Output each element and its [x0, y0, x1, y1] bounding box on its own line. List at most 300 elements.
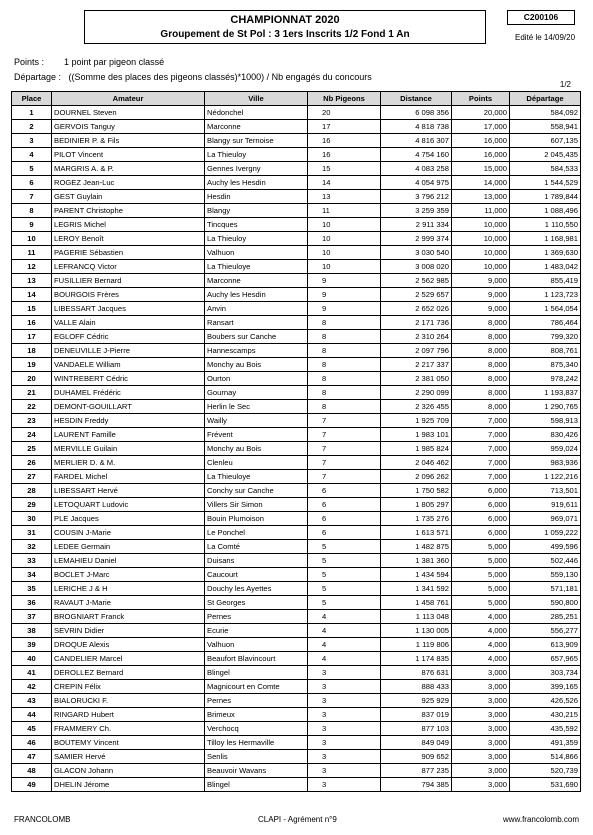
cell-nb-pigeons: 4 [308, 638, 381, 652]
cell-place: 47 [12, 750, 52, 764]
cell-ville: Ourton [205, 372, 308, 386]
table-row [12, 120, 581, 134]
cell-place: 31 [12, 526, 52, 540]
cell-ville: Magnicourt en Comte [205, 680, 308, 694]
cell-departage: 1 059,222 [510, 526, 581, 540]
cell-distance: 1 613 571 [381, 526, 452, 540]
footer-website: www.francolomb.com [502, 815, 579, 824]
cell-ville: St Georges [205, 596, 308, 610]
cell-departage: 499,596 [510, 540, 581, 554]
cell-amateur: PILOT Vincent [52, 148, 205, 162]
cell-distance: 876 631 [381, 666, 452, 680]
cell-amateur: LIBESSART Jacques [52, 302, 205, 316]
cell-place: 17 [12, 330, 52, 344]
cell-nb-pigeons: 3 [308, 778, 381, 792]
cell-points: 3,000 [452, 722, 510, 736]
cell-nb-pigeons: 3 [308, 722, 381, 736]
cell-distance: 1 805 297 [381, 498, 452, 512]
cell-departage: 919,611 [510, 498, 581, 512]
cell-place: 26 [12, 456, 52, 470]
cell-departage: 713,501 [510, 484, 581, 498]
cell-ville: Pernes [205, 694, 308, 708]
cell-nb-pigeons: 9 [308, 274, 381, 288]
cell-nb-pigeons: 7 [308, 414, 381, 428]
cell-departage: 613,909 [510, 638, 581, 652]
cell-nb-pigeons: 5 [308, 554, 381, 568]
table-row [12, 512, 581, 526]
cell-departage: 1 544,529 [510, 176, 581, 190]
cell-nb-pigeons: 16 [308, 148, 381, 162]
cell-amateur: MERVILLE Guilain [52, 442, 205, 456]
cell-nb-pigeons: 17 [308, 120, 381, 134]
cell-departage: 1 122,216 [510, 470, 581, 484]
cell-ville: Beaufort Blavincourt [205, 652, 308, 666]
cell-ville: Gennes Ivergny [205, 162, 308, 176]
cell-distance: 1 925 709 [381, 414, 452, 428]
cell-nb-pigeons: 8 [308, 330, 381, 344]
cell-ville: Blangy [205, 204, 308, 218]
cell-ville: Conchy sur Canche [205, 484, 308, 498]
cell-departage: 855,419 [510, 274, 581, 288]
cell-nb-pigeons: 6 [308, 526, 381, 540]
cell-departage: 399,165 [510, 680, 581, 694]
column-header-amateur: Amateur [52, 92, 205, 106]
table-row [12, 484, 581, 498]
column-header-ville: Ville [205, 92, 308, 106]
cell-nb-pigeons: 11 [308, 204, 381, 218]
cell-place: 21 [12, 386, 52, 400]
cell-place: 11 [12, 246, 52, 260]
table-row [12, 750, 581, 764]
cell-place: 3 [12, 134, 52, 148]
cell-nb-pigeons: 3 [308, 694, 381, 708]
table-row [12, 358, 581, 372]
cell-points: 9,000 [452, 302, 510, 316]
cell-nb-pigeons: 6 [308, 484, 381, 498]
cell-ville: Duisans [205, 554, 308, 568]
cell-ville: Gournay [205, 386, 308, 400]
cell-points: 3,000 [452, 680, 510, 694]
page-number: 1/2 [559, 80, 571, 89]
cell-amateur: VALLE Alain [52, 316, 205, 330]
cell-amateur: LEDEE Germain [52, 540, 205, 554]
cell-place: 37 [12, 610, 52, 624]
cell-ville: Senlis [205, 750, 308, 764]
column-header-points: Points [452, 92, 510, 106]
cell-amateur: BOCLET J-Marc [52, 568, 205, 582]
cell-ville: Monchy au Bois [205, 442, 308, 456]
cell-points: 7,000 [452, 470, 510, 484]
cell-ville: Auchy les Hesdin [205, 288, 308, 302]
cell-nb-pigeons: 8 [308, 316, 381, 330]
cell-nb-pigeons: 8 [308, 358, 381, 372]
cell-amateur: DROQUE Alexis [52, 638, 205, 652]
cell-departage: 556,277 [510, 624, 581, 638]
cell-amateur: GEST Guylain [52, 190, 205, 204]
cell-ville: Villers Sir Simon [205, 498, 308, 512]
cell-points: 3,000 [452, 778, 510, 792]
cell-distance: 2 999 374 [381, 232, 452, 246]
table-header-row [12, 92, 581, 106]
table-row [12, 442, 581, 456]
cell-amateur: VANDAELE William [52, 358, 205, 372]
cell-amateur: COUSIN J-Marie [52, 526, 205, 540]
cell-departage: 1 168,981 [510, 232, 581, 246]
cell-amateur: MARGRIS A. & P. [52, 162, 205, 176]
cell-ville: La Thieuloye [205, 470, 308, 484]
cell-ville: Frévent [205, 428, 308, 442]
cell-departage: 584,092 [510, 106, 581, 120]
cell-ville: Le Ponchel [205, 526, 308, 540]
cell-nb-pigeons: 8 [308, 372, 381, 386]
cell-place: 32 [12, 540, 52, 554]
cell-ville: Valhuon [205, 638, 308, 652]
cell-departage: 983,936 [510, 456, 581, 470]
cell-points: 4,000 [452, 638, 510, 652]
cell-distance: 877 103 [381, 722, 452, 736]
cell-distance: 1 119 806 [381, 638, 452, 652]
cell-points: 8,000 [452, 316, 510, 330]
table-row [12, 582, 581, 596]
table-row [12, 288, 581, 302]
table-row [12, 106, 581, 120]
cell-amateur: FARDEL Michel [52, 470, 205, 484]
cell-points: 10,000 [452, 232, 510, 246]
cell-amateur: GLACON Johann [52, 764, 205, 778]
title-box [84, 10, 486, 44]
cell-distance: 794 385 [381, 778, 452, 792]
cell-amateur: RAVAUT J-Marie [52, 596, 205, 610]
cell-place: 48 [12, 764, 52, 778]
cell-points: 11,000 [452, 204, 510, 218]
cell-departage: 875,340 [510, 358, 581, 372]
cell-nb-pigeons: 16 [308, 134, 381, 148]
cell-nb-pigeons: 9 [308, 288, 381, 302]
cell-distance: 4 054 975 [381, 176, 452, 190]
cell-distance: 2 652 026 [381, 302, 452, 316]
table-row [12, 246, 581, 260]
table-row [12, 414, 581, 428]
cell-place: 15 [12, 302, 52, 316]
table-row [12, 316, 581, 330]
cell-distance: 1 130 005 [381, 624, 452, 638]
table-row [12, 330, 581, 344]
table-row [12, 134, 581, 148]
cell-distance: 888 433 [381, 680, 452, 694]
cell-amateur: WINTREBERT Cédric [52, 372, 205, 386]
table-row [12, 568, 581, 582]
cell-departage: 531,690 [510, 778, 581, 792]
cell-ville: Herlin le Sec [205, 400, 308, 414]
cell-amateur: PLE Jacques [52, 512, 205, 526]
cell-place: 8 [12, 204, 52, 218]
table-row [12, 148, 581, 162]
cell-points: 20,000 [452, 106, 510, 120]
cell-amateur: BROGNIART Franck [52, 610, 205, 624]
table-row [12, 176, 581, 190]
table-row [12, 372, 581, 386]
cell-points: 4,000 [452, 624, 510, 638]
cell-points: 3,000 [452, 708, 510, 722]
cell-place: 29 [12, 498, 52, 512]
cell-place: 35 [12, 582, 52, 596]
cell-distance: 849 049 [381, 736, 452, 750]
cell-amateur: BEDINIER P. & Fils [52, 134, 205, 148]
cell-place: 28 [12, 484, 52, 498]
cell-amateur: DOURNEL Steven [52, 106, 205, 120]
cell-points: 6,000 [452, 484, 510, 498]
cell-ville: Anvin [205, 302, 308, 316]
cell-nb-pigeons: 7 [308, 428, 381, 442]
cell-distance: 2 911 334 [381, 218, 452, 232]
cell-distance: 2 171 736 [381, 316, 452, 330]
cell-distance: 909 652 [381, 750, 452, 764]
cell-departage: 1 483,042 [510, 260, 581, 274]
cell-amateur: LEFRANCQ Victor [52, 260, 205, 274]
column-header-departage: Départage [510, 92, 581, 106]
cell-nb-pigeons: 4 [308, 652, 381, 666]
cell-place: 40 [12, 652, 52, 666]
cell-distance: 1 983 101 [381, 428, 452, 442]
cell-amateur: DUHAMEL Frédéric [52, 386, 205, 400]
cell-distance: 4 083 258 [381, 162, 452, 176]
cell-amateur: PAGERIE Sébastien [52, 246, 205, 260]
cell-ville: Bouin Plumoison [205, 512, 308, 526]
cell-nb-pigeons: 6 [308, 498, 381, 512]
cell-place: 2 [12, 120, 52, 134]
table-row [12, 680, 581, 694]
cell-points: 8,000 [452, 330, 510, 344]
cell-ville: La Thieuloy [205, 232, 308, 246]
cell-amateur: CREPIN Félix [52, 680, 205, 694]
cell-place: 4 [12, 148, 52, 162]
cell-departage: 514,866 [510, 750, 581, 764]
cell-ville: Ransart [205, 316, 308, 330]
cell-departage: 799,320 [510, 330, 581, 344]
table-body [12, 106, 581, 792]
cell-ville: Hannescamps [205, 344, 308, 358]
cell-place: 19 [12, 358, 52, 372]
cell-ville: La Thieuloy [205, 148, 308, 162]
cell-amateur: BOUTEMY Vincent [52, 736, 205, 750]
cell-ville: Pernes [205, 610, 308, 624]
cell-place: 33 [12, 554, 52, 568]
cell-place: 1 [12, 106, 52, 120]
cell-ville: La Thieuloye [205, 260, 308, 274]
table-row [12, 470, 581, 484]
cell-nb-pigeons: 5 [308, 568, 381, 582]
cell-points: 4,000 [452, 652, 510, 666]
cell-points: 8,000 [452, 344, 510, 358]
cell-distance: 1 174 835 [381, 652, 452, 666]
cell-place: 41 [12, 666, 52, 680]
table-row [12, 162, 581, 176]
cell-distance: 837 019 [381, 708, 452, 722]
cell-points: 13,000 [452, 190, 510, 204]
cell-departage: 303,734 [510, 666, 581, 680]
cell-distance: 4 816 307 [381, 134, 452, 148]
column-header-distance: Distance [381, 92, 452, 106]
table-row [12, 526, 581, 540]
cell-place: 20 [12, 372, 52, 386]
table-row [12, 764, 581, 778]
cell-amateur: DENEUVILLE J-Pierre [52, 344, 205, 358]
column-header-place: Place [12, 92, 52, 106]
cell-amateur: DEMONT-GOUILLART [52, 400, 205, 414]
column-header-nb-pigeons: Nb Pigeons [308, 92, 381, 106]
cell-points: 15,000 [452, 162, 510, 176]
cell-points: 4,000 [452, 610, 510, 624]
table-row [12, 666, 581, 680]
cell-place: 46 [12, 736, 52, 750]
cell-place: 12 [12, 260, 52, 274]
table-row [12, 260, 581, 274]
cell-departage: 1 564,054 [510, 302, 581, 316]
cell-points: 16,000 [452, 148, 510, 162]
cell-departage: 1 290,765 [510, 400, 581, 414]
cell-distance: 1 458 761 [381, 596, 452, 610]
cell-amateur: MERLIER D. & M. [52, 456, 205, 470]
page-title: CHAMPIONNAT 2020 [230, 14, 340, 26]
cell-points: 3,000 [452, 694, 510, 708]
cell-distance: 3 259 359 [381, 204, 452, 218]
cell-points: 10,000 [452, 246, 510, 260]
cell-departage: 1 123,723 [510, 288, 581, 302]
cell-points: 8,000 [452, 386, 510, 400]
cell-nb-pigeons: 10 [308, 218, 381, 232]
cell-place: 30 [12, 512, 52, 526]
cell-amateur: LIBESSART Hervé [52, 484, 205, 498]
table-row [12, 554, 581, 568]
cell-points: 5,000 [452, 568, 510, 582]
cell-points: 5,000 [452, 582, 510, 596]
cell-amateur: FRAMMERY Ch. [52, 722, 205, 736]
cell-nb-pigeons: 5 [308, 596, 381, 610]
cell-distance: 2 046 462 [381, 456, 452, 470]
cell-place: 14 [12, 288, 52, 302]
cell-departage: 598,913 [510, 414, 581, 428]
cell-departage: 571,181 [510, 582, 581, 596]
cell-amateur: LERICHE J & H [52, 582, 205, 596]
cell-nb-pigeons: 7 [308, 442, 381, 456]
cell-ville: Monchy au Bois [205, 358, 308, 372]
table-row [12, 428, 581, 442]
cell-ville: Tincques [205, 218, 308, 232]
table-row [12, 456, 581, 470]
cell-points: 6,000 [452, 526, 510, 540]
cell-points: 7,000 [452, 456, 510, 470]
cell-departage: 978,242 [510, 372, 581, 386]
cell-place: 9 [12, 218, 52, 232]
cell-points: 3,000 [452, 764, 510, 778]
cell-distance: 6 098 356 [381, 106, 452, 120]
cell-place: 23 [12, 414, 52, 428]
cell-departage: 435,592 [510, 722, 581, 736]
table-row [12, 344, 581, 358]
cell-points: 9,000 [452, 288, 510, 302]
table-row [12, 540, 581, 554]
table-row [12, 386, 581, 400]
cell-departage: 491,359 [510, 736, 581, 750]
cell-departage: 2 045,435 [510, 148, 581, 162]
cell-points: 3,000 [452, 736, 510, 750]
cell-nb-pigeons: 10 [308, 232, 381, 246]
cell-ville: Auchy les Hesdin [205, 176, 308, 190]
cell-nb-pigeons: 3 [308, 708, 381, 722]
cell-place: 36 [12, 596, 52, 610]
cell-points: 5,000 [452, 596, 510, 610]
cell-distance: 1 985 824 [381, 442, 452, 456]
cell-points: 7,000 [452, 428, 510, 442]
cell-distance: 2 217 337 [381, 358, 452, 372]
cell-departage: 1 193,837 [510, 386, 581, 400]
cell-departage: 959,024 [510, 442, 581, 456]
cell-amateur: EGLOFF Cédric [52, 330, 205, 344]
cell-amateur: LETOQUART Ludovic [52, 498, 205, 512]
cell-departage: 426,526 [510, 694, 581, 708]
cell-distance: 3 008 020 [381, 260, 452, 274]
cell-amateur: LEROY Benoît [52, 232, 205, 246]
cell-distance: 1 381 360 [381, 554, 452, 568]
cell-departage: 558,941 [510, 120, 581, 134]
cell-place: 18 [12, 344, 52, 358]
cell-amateur: ROGEZ Jean-Luc [52, 176, 205, 190]
cell-place: 13 [12, 274, 52, 288]
cell-ville: Clenleu [205, 456, 308, 470]
cell-distance: 1 113 048 [381, 610, 452, 624]
cell-points: 14,000 [452, 176, 510, 190]
cell-points: 10,000 [452, 260, 510, 274]
table-row [12, 778, 581, 792]
cell-points: 9,000 [452, 274, 510, 288]
table-row [12, 610, 581, 624]
cell-distance: 1 341 592 [381, 582, 452, 596]
cell-ville: Nédonchel [205, 106, 308, 120]
cell-departage: 430,215 [510, 708, 581, 722]
cell-distance: 877 235 [381, 764, 452, 778]
cell-place: 6 [12, 176, 52, 190]
cell-departage: 830,426 [510, 428, 581, 442]
cell-amateur: GERVOIS Tanguy [52, 120, 205, 134]
cell-place: 43 [12, 694, 52, 708]
cell-distance: 1 750 582 [381, 484, 452, 498]
cell-ville: Boubers sur Canche [205, 330, 308, 344]
cell-ville: Blangy sur Ternoise [205, 134, 308, 148]
table-row [12, 498, 581, 512]
cell-distance: 2 562 985 [381, 274, 452, 288]
cell-departage: 808,761 [510, 344, 581, 358]
cell-nb-pigeons: 3 [308, 736, 381, 750]
document-code: C200106 [507, 10, 575, 25]
cell-place: 38 [12, 624, 52, 638]
cell-distance: 2 097 796 [381, 344, 452, 358]
table-row [12, 722, 581, 736]
cell-distance: 1 434 594 [381, 568, 452, 582]
cell-amateur: LEMAHIEU Daniel [52, 554, 205, 568]
cell-points: 7,000 [452, 442, 510, 456]
table-row [12, 190, 581, 204]
cell-place: 34 [12, 568, 52, 582]
cell-nb-pigeons: 7 [308, 470, 381, 484]
cell-ville: Brimeux [205, 708, 308, 722]
cell-distance: 3 030 540 [381, 246, 452, 260]
cell-departage: 520,739 [510, 764, 581, 778]
cell-amateur: LAURENT Famille [52, 428, 205, 442]
cell-amateur: BOURGOIS Frères [52, 288, 205, 302]
cell-place: 42 [12, 680, 52, 694]
cell-distance: 3 796 212 [381, 190, 452, 204]
cell-amateur: LEGRIS Michel [52, 218, 205, 232]
